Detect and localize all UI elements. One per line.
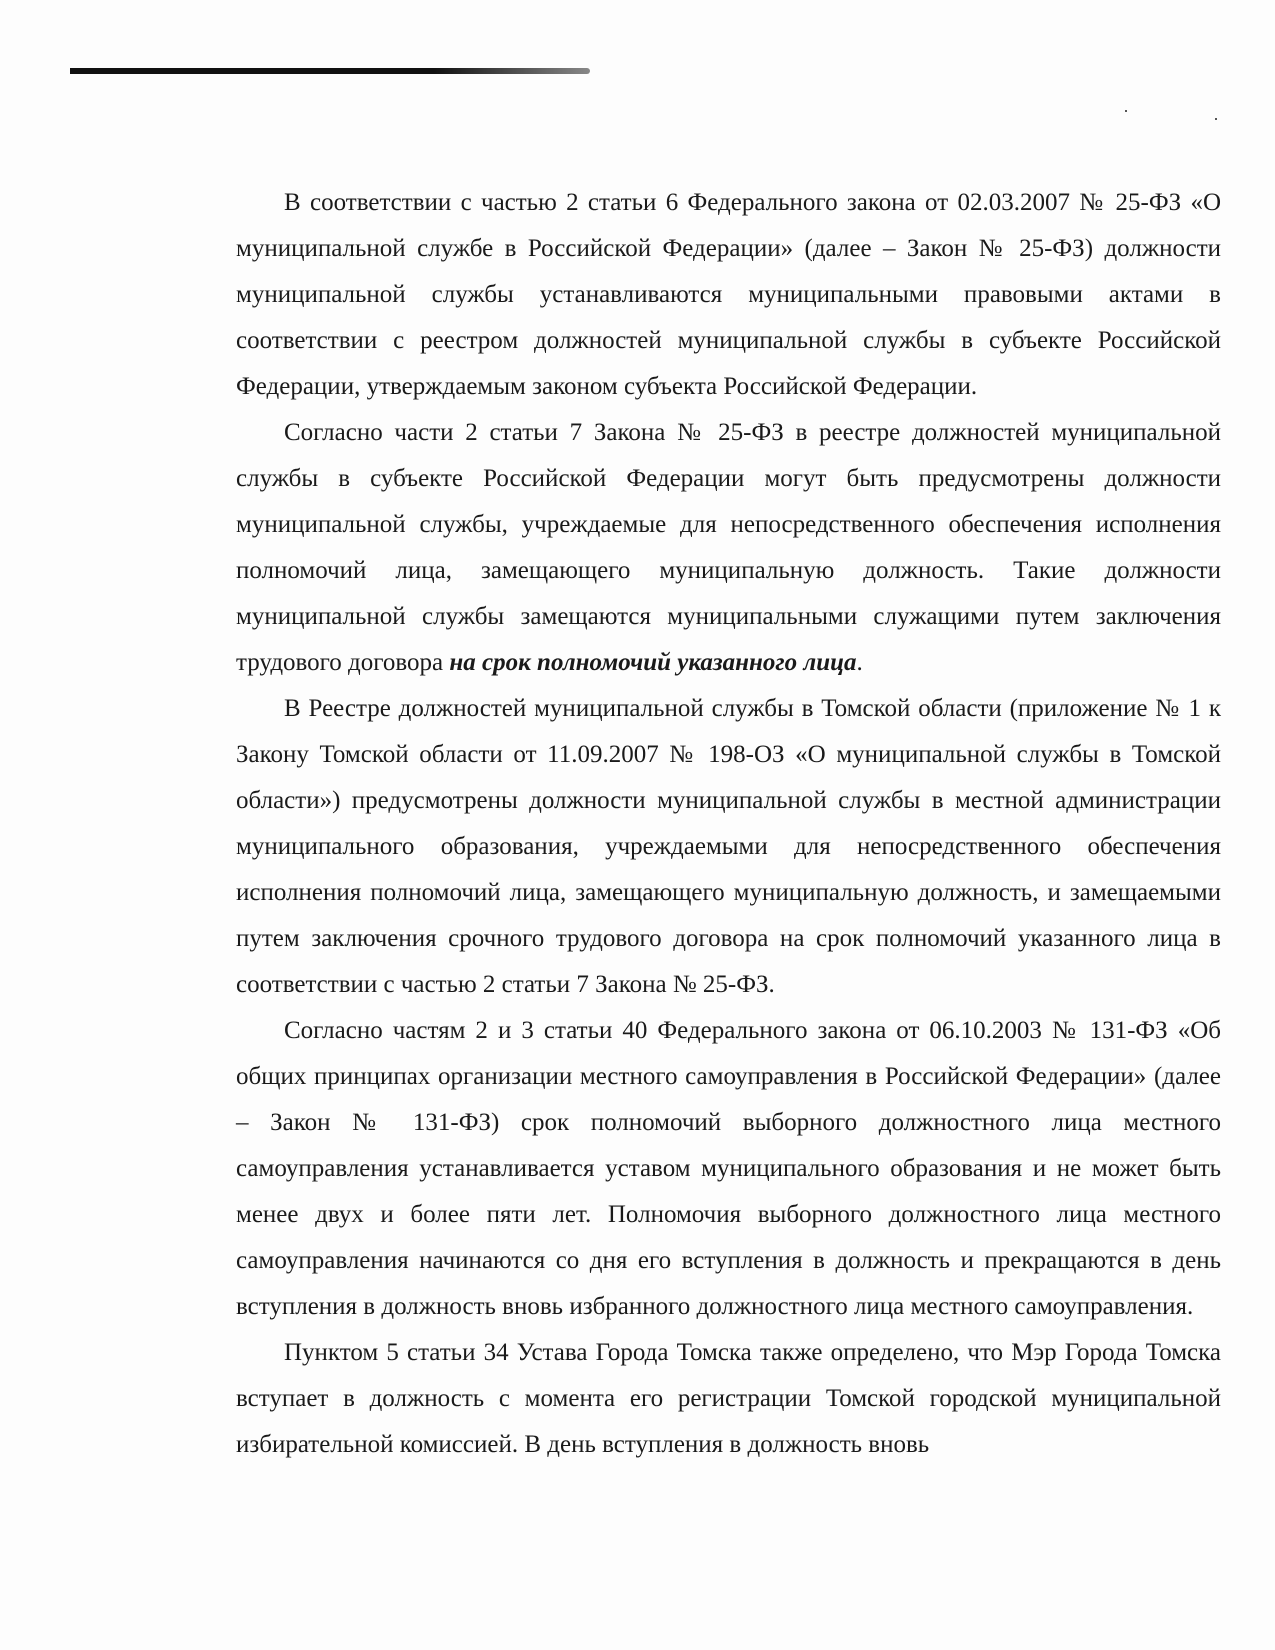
paragraph: Согласно частям 2 и 3 статьи 40 Федерального закона от 06.10.2003 № 131-ФЗ «Об общих принципах организации местного самоуправления в Российской Федерации» (далее – Закон № 131-ФЗ) срок полномочий выборного должностного лица местного самоуправления устанавливается уставом муниципального образования и не может быть менее двух и более пяти лет. Полномочия выборного должностного лица местного самоуправления начинаются со дня его вступления в должность и прекращаются в день вступления в должность вновь избранного должностного лица местного самоуправления. bbox=[236, 1017, 1221, 1320]
paragraph bbox=[236, 410, 1221, 686]
paragraph: В Реестре должностей муниципальной службы в Томской области (приложение № 1 к Закону Томской области от 11.09.2007 № 198-ОЗ «О муниципальной службы в Томской области») предусмотрены должности муниципальной службы в местной администрации муниципального образования, учреждаемыми для непосредственного обеспечения исполнения полномочий лица, замещающего муниципальную должность, и замещаемыми путем заключения срочного трудового договора на срок полномочий указанного лица в соответствии с частью 2 статьи 7 Закона № 25-ФЗ. bbox=[236, 695, 1221, 998]
paragraph-text: Согласно части 2 статьи 7 Закона № 25-ФЗ в реестре должностей муниципальной службы в субъекте Российской Федерации могут быть предусмотрены должности муниципальной службы, учреждаемые для непосредственного обеспечения исполнения полномочий лица, замещающего муниципальную должность. Такие должности муниципальной службы замещаются муниципальными служащими путем заключения трудового договора bbox=[236, 419, 1221, 676]
scan-artifact bbox=[1215, 118, 1217, 120]
emphasized-text: на срок полномочий указанного лица bbox=[449, 649, 857, 676]
top-rule-divider bbox=[70, 68, 590, 74]
paragraph-end: . bbox=[856, 649, 863, 676]
scan-artifact bbox=[1125, 110, 1127, 112]
paragraph: В соответствии с частью 2 статьи 6 Федерального закона от 02.03.2007 № 25-ФЗ «О муниципальной службе в Российской Федерации» (далее – Закон № 25-ФЗ) должности муниципальной службы устанавливаются муниципальными правовыми актами в соответствии с реестром должностей муниципальной службы в субъекте Российской Федерации, утверждаемым законом субъекта Российской Федерации. bbox=[236, 189, 1221, 400]
paragraph: Пунктом 5 статьи 34 Устава Города Томска также определено, что Мэр Города Томска вступает в должность с момента его регистрации Томской городской муниципальной избирательной комиссией. В день вступления в должность вновь bbox=[236, 1339, 1221, 1458]
document-body bbox=[236, 180, 1221, 1468]
